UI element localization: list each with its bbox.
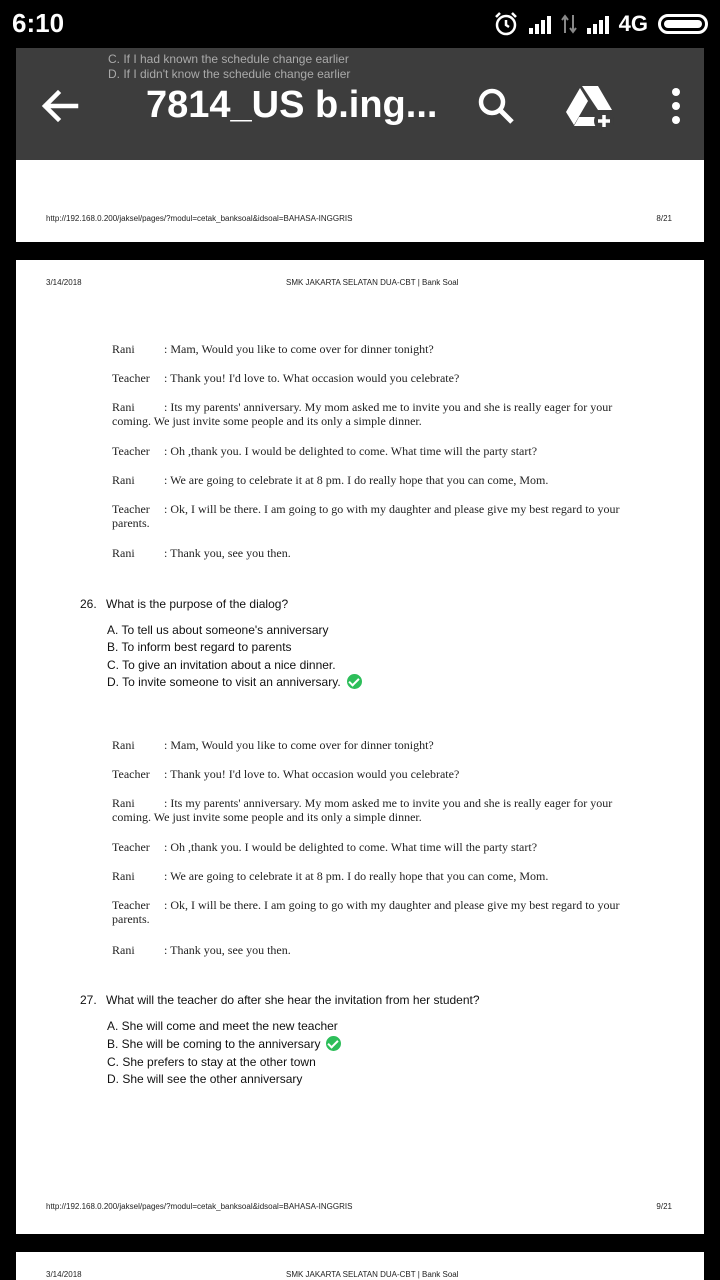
- question-text: What will the teacher do after she hear the invitation from her student?: [106, 993, 480, 1007]
- search-icon[interactable]: [472, 82, 520, 130]
- dialog-line: [112, 796, 622, 824]
- option-27-c[interactable]: [107, 1055, 316, 1069]
- option-text: B. She will be coming to the anniversary: [107, 1036, 321, 1051]
- dialog-speaker: Rani: [112, 796, 135, 810]
- dialog-text: : Oh ,thank you. I would be delighted to come. What time will the party start?: [164, 840, 538, 854]
- add-to-drive-icon[interactable]: [564, 80, 616, 132]
- dialog-line: [112, 869, 622, 883]
- app-toolbar: [16, 48, 704, 160]
- question-number: 27.: [80, 993, 97, 1007]
- dialog-speaker: Teacher: [112, 767, 150, 781]
- option-text: A. She will come and meet the new teacher: [107, 1019, 338, 1033]
- question-27: [80, 993, 480, 1007]
- dialog-text: : Oh ,thank you. I would be delighted to come. What time will the party start?: [164, 444, 538, 458]
- dialog-speaker: Teacher: [112, 898, 150, 912]
- page-number: 8/21: [656, 214, 672, 223]
- underlying-line: D. If I didn't know the schedule change earlier: [108, 67, 351, 81]
- dialog-line: [112, 473, 622, 487]
- question-number: 26.: [80, 597, 97, 611]
- dialog-line: [112, 444, 622, 458]
- document-title: 7814_US b.ing...: [146, 84, 438, 126]
- dialog-line: [112, 371, 622, 385]
- option-27-b[interactable]: [107, 1036, 341, 1051]
- signal-icon: [529, 14, 551, 34]
- alarm-icon: [493, 11, 519, 37]
- dialog-line: [112, 738, 622, 752]
- dialog-text: : Ok, I will be there. I am going to go with my daughter and please give my best regard to your parents.: [112, 502, 620, 530]
- question-26: [80, 597, 288, 611]
- option-26-b[interactable]: [107, 640, 292, 654]
- option-text: B. To inform best regard to parents: [107, 640, 292, 654]
- page-10: [16, 1252, 704, 1280]
- dialog-text: : Its my parents' anniversary. My mom asked me to invite you and she is really eager for your coming. We just invite some people and its only a simple dinner.: [112, 400, 613, 428]
- dialog-speaker: Rani: [112, 869, 135, 883]
- dialog-speaker: Rani: [112, 943, 135, 957]
- page-header-title: SMK JAKARTA SELATAN DUA-CBT | Bank Soal: [286, 1270, 459, 1279]
- dialog-text: : Mam, Would you like to come over for dinner tonight?: [164, 738, 434, 752]
- document-viewer[interactable]: [0, 48, 720, 1280]
- dialog-speaker: Rani: [112, 400, 135, 414]
- dialog-speaker: Rani: [112, 342, 135, 356]
- dialog-text: : Thank you, see you then.: [164, 546, 291, 560]
- dialog-speaker: Teacher: [112, 371, 150, 385]
- dialog-line: [112, 502, 622, 530]
- dialog-text: : Ok, I will be there. I am going to go with my daughter and please give my best regard to your parents.: [112, 898, 620, 926]
- dialog-line: [112, 898, 622, 926]
- page-header-title: SMK JAKARTA SELATAN DUA-CBT | Bank Soal: [286, 278, 459, 287]
- option-26-c[interactable]: [107, 658, 336, 672]
- dialog-speaker: Rani: [112, 473, 135, 487]
- page-footer-url: http://192.168.0.200/jaksel/pages/?modul=cetak_banksoal&idsoal=BAHASA-INGGRIS: [46, 214, 353, 223]
- dialog-text: : Mam, Would you like to come over for dinner tonight?: [164, 342, 434, 356]
- option-27-d[interactable]: [107, 1072, 302, 1086]
- more-options-icon[interactable]: [656, 82, 696, 130]
- option-26-d[interactable]: [107, 674, 362, 689]
- dialog-line: [112, 767, 622, 781]
- dialog-speaker: Rani: [112, 738, 135, 752]
- status-icons: [493, 10, 708, 38]
- option-26-a[interactable]: [107, 623, 329, 637]
- dialog-line: [112, 840, 622, 854]
- option-text: D. She will see the other anniversary: [107, 1072, 303, 1086]
- dialog-line: [112, 546, 622, 560]
- page-9: [16, 260, 704, 1234]
- back-arrow-icon[interactable]: [36, 82, 84, 130]
- battery-icon: [658, 14, 708, 34]
- status-bar: [0, 0, 720, 48]
- underlying-line: C. If I had known the schedule change earlier: [108, 52, 349, 66]
- check-icon: [347, 674, 362, 689]
- option-text: D. To invite someone to visit an anniversary.: [107, 674, 341, 689]
- dialog-text: : We are going to celebrate it at 8 pm. I do really hope that you can come, Mom.: [164, 473, 549, 487]
- data-arrows-icon: [561, 13, 577, 35]
- dialog-text: : Thank you! I'd love to. What occasion would you celebrate?: [164, 371, 460, 385]
- dialog-text: : Thank you, see you then.: [164, 943, 291, 957]
- signal-icon-2: [587, 14, 609, 34]
- page-header-date: 3/14/2018: [46, 1270, 82, 1279]
- option-text: A. To tell us about someone's anniversary: [107, 623, 329, 637]
- dialog-speaker: Teacher: [112, 840, 150, 854]
- dialog-speaker: Teacher: [112, 502, 150, 516]
- dialog-text: : We are going to celebrate it at 8 pm. I do really hope that you can come, Mom.: [164, 869, 549, 883]
- option-text: C. She prefers to stay at the other town: [107, 1055, 316, 1069]
- network-type: 4G: [618, 11, 648, 36]
- dialog-speaker: Teacher: [112, 444, 150, 458]
- question-text: What is the purpose of the dialog?: [106, 597, 289, 611]
- page-number: 9/21: [656, 1202, 672, 1211]
- page-footer-url: http://192.168.0.200/jaksel/pages/?modul=cetak_banksoal&idsoal=BAHASA-INGGRIS: [46, 1202, 353, 1211]
- dialog-line: [112, 400, 622, 428]
- check-icon: [326, 1036, 341, 1051]
- dialog-text: : Its my parents' anniversary. My mom asked me to invite you and she is really eager for your coming. We just invite some people and its only a simple dinner.: [112, 796, 613, 824]
- option-text: C. To give an invitation about a nice dinner.: [107, 658, 336, 672]
- option-27-a[interactable]: [107, 1019, 338, 1033]
- dialog-line: [112, 342, 622, 356]
- dialog-text: : Thank you! I'd love to. What occasion would you celebrate?: [164, 767, 460, 781]
- dialog-line: [112, 943, 622, 957]
- dialog-speaker: Rani: [112, 546, 135, 560]
- status-time: 6:10: [12, 8, 65, 38]
- underlying-page-text: [108, 52, 350, 82]
- page-header-date: 3/14/2018: [46, 278, 82, 287]
